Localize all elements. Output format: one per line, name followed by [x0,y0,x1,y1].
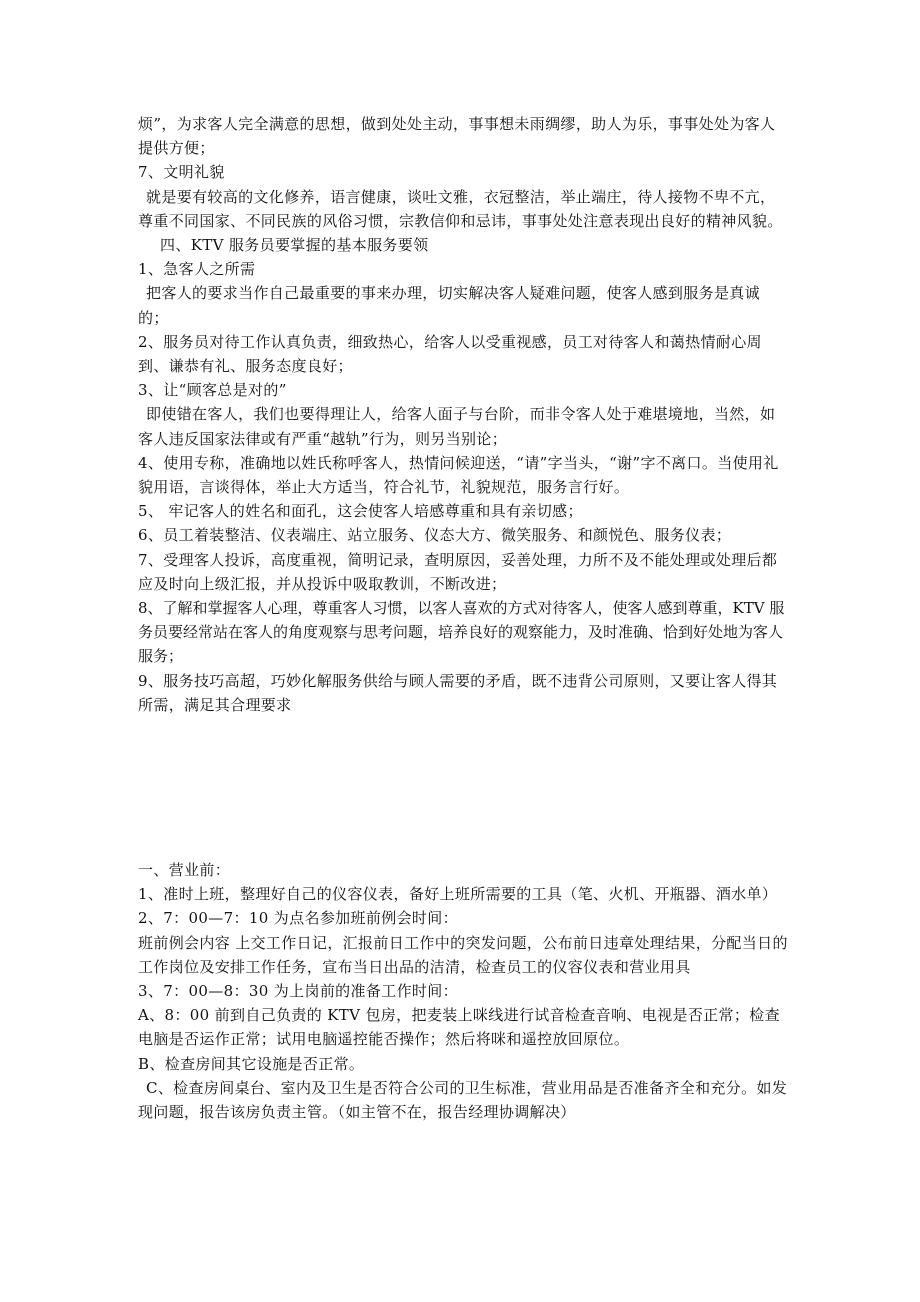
section-heading: 一、营业前： [138,861,231,879]
paragraph: 烦”，为求客人完全满意的思想，做到处处主动，事事想未雨绸缪，助人为乐，事事处处为客人提供方便； [138,115,776,158]
paragraph: 即使错在客人，我们也要得理让人，给客人面子与台阶，而非令客人处于难堪境地，当然，如客人违反国家法律或有严重“越轨”行为，则另当别论； [138,405,776,448]
list-item: 1、准时上班，整理好自己的仪容仪表，备好上班所需要的工具（笔、火机、开瓶器、酒水单） [138,885,778,904]
list-item: 8、了解和掌握客人心理，尊重客人习惯，以客人喜欢的方式对待客人，使客人感到尊重，KTV 服务员要经常站在客人的角度观察与思考问题，培养良好的观察能力，及时准确、恰到好处地为客人服务； [138,599,785,666]
list-item: B、检查房间其它设施是否正常。 [138,1054,365,1073]
list-item: 2、服务员对待工作认真负责，细致热心，给客人以受重视感，员工对待客人和蔼热情耐心周到、谦恭有礼、服务态度良好； [138,332,762,376]
list-item: 7、受理客人投诉，高度重视，简明记录，查明原因，妥善处理，力所不及不能处理或处理后都应及时向上级汇报，并从投诉中吸取教训，不断改进； [138,550,778,593]
list-item: 5、 牢记客人的姓名和面孔，这会使客人培感尊重和具有亲切感； [138,502,583,521]
list-item: 9、服务技巧高超，巧妙化解服务供给与顾人需要的矛盾，既不违背公司原则，又要让客人得其所需，满足其合理要求 [138,671,778,714]
list-item: C、检查房间桌台、室内及卫生是否符合公司的卫生标准，营业用品是否准备齐全和充分。如发现问题，报告该房负责主管。（如主管不在，报告经理协调解决） [138,1078,788,1122]
list-item: A、8：00 前到自己负责的 KTV 包房，把麦装上咪线进行试音检查音响、电视是否正常；检查电脑是否运作正常；试用电脑遥控能否操作；然后将咪和遥控放回原位。 [138,1006,780,1049]
list-item-heading: 3、让“顾客总是对的” [138,381,287,400]
section-before-business [138,858,788,1124]
paragraph: 就是要有较高的文化修养，语言健康，谈吐文雅，衣冠整洁，举止端庄，待人接物不卑不亢，尊重不同国家、不同民族的风俗习惯，宗教信仰和忌讳，事事处处注意表现出良好的精神风貌。 [138,187,783,230]
list-item: 3、7：00—8：30 为上岗前的准备工作时间： [138,982,458,1001]
heading-courtesy: 7、文明礼貌 [138,163,225,182]
paragraph: 把客人的要求当作自己最重要的事来办理，切实解决客人疑难问题，使客人感到服务是真诚的； [138,284,761,327]
list-item: 6、员工着装整洁、仪表端庄、站立服务、仪态大方、微笑服务、和颜悦色、服务仪表； [138,526,732,545]
list-item: 4、使用专称，准确地以姓氏称呼客人，热情问候迎送，“请”字当头，“谢”字不离口。当使用礼貌用语，言谈得体，举止大方适当，符合礼节，礼貌规范，服务言行好。 [138,453,779,497]
heading-ktv-essentials: 四、KTV 服务员要掌握的基本服务要领 [160,236,429,255]
list-item-heading: 1、急客人之所需 [138,260,256,279]
list-item: 2、7：00—7：10 为点名参加班前例会时间： [138,909,458,928]
paragraph: 班前例会内容 上交工作日记，汇报前日工作中的突发问题，公布前日违章处理结果，分配当日的工作岗位及安排工作任务，宣布当日出品的洁清，检查员工的仪容仪表和营业用具 [138,933,788,976]
section-service-principles [138,112,788,717]
